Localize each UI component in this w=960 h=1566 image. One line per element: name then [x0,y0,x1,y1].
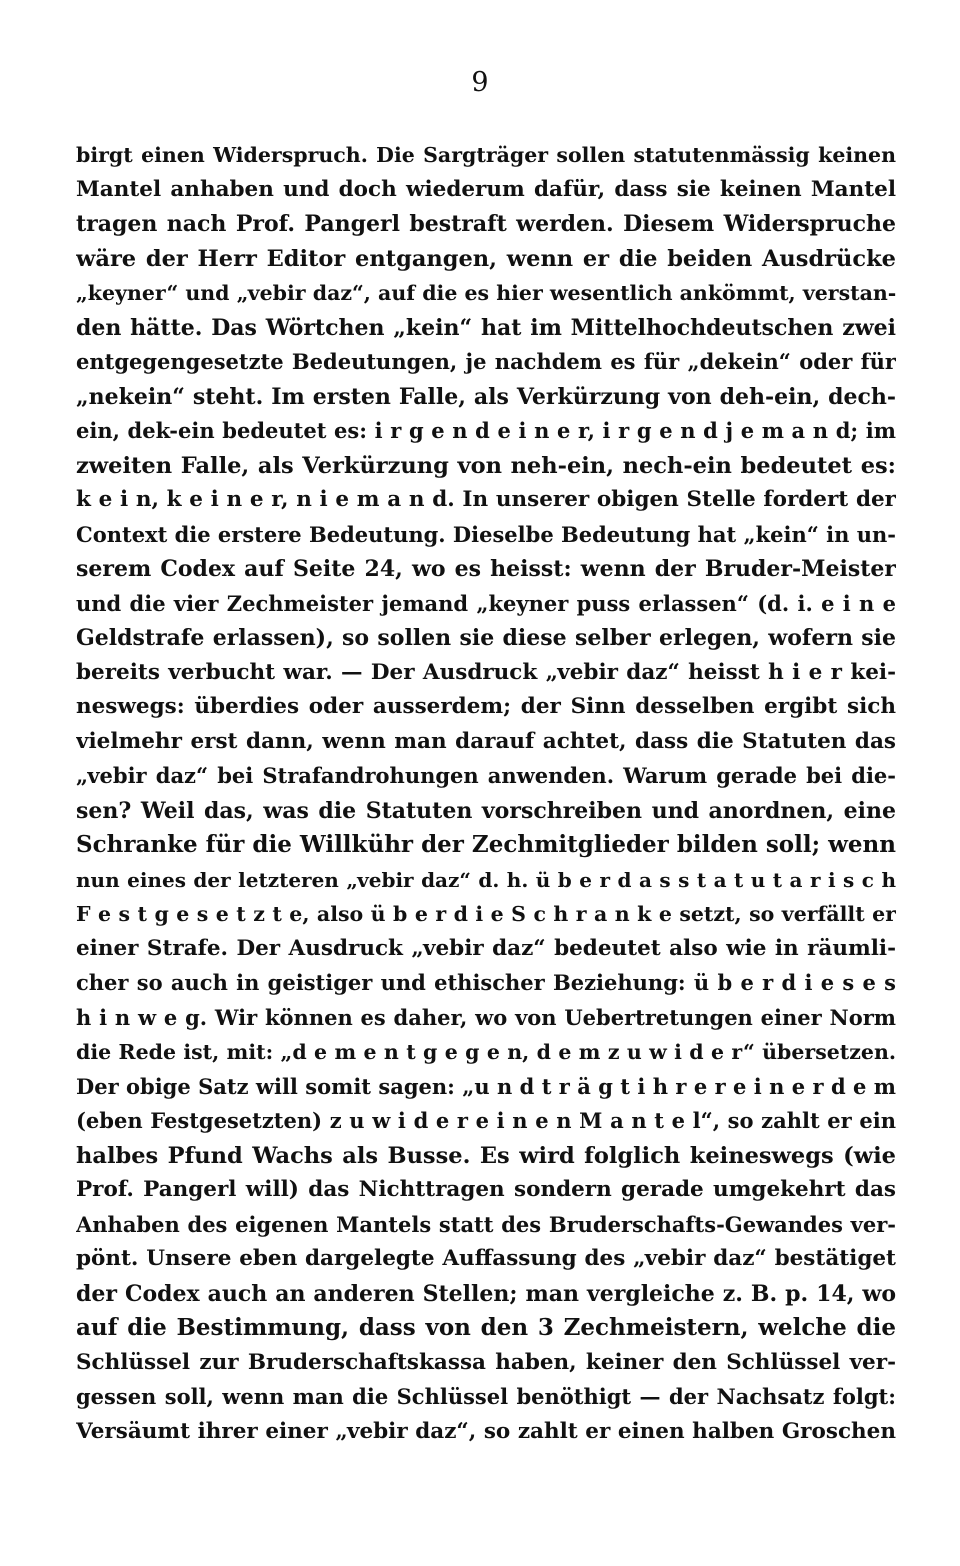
text-line: entgegengesetzte Bedeutungen, je nachdem es für „dekein“ oder für [76,349,896,374]
text-line: auf die Bestimmung, dass von den 3 Zechmeistern, welche die [76,1314,896,1341]
text-line: Context die erstere Bedeutung. Dieselbe Bedeutung hat „kein“ in un- [76,521,896,547]
text-line: einer Strafe. Der Ausdruck „vebir daz“ bedeutet also wie in räumli- [76,935,896,961]
text-line: Der obige Satz will somit sagen: „u n d t r ä g t i h r e r e i n e r d e m [76,1073,896,1099]
text-line: „vebir daz“ bei Strafandrohungen anwenden. Warum gerade bei die- [76,763,896,788]
text-line: serem Codex auf Seite 24, wo es heisst: wenn der Bruder-Meister [76,556,896,582]
page-number: 9 [471,67,489,98]
text-line: h i n w e g. Wir können es daher, wo von Uebertretungen einer Norm [76,1004,896,1030]
text-line: Schranke für die Willkühr der Zechmitglieder bilden soll; wenn [76,831,896,858]
text-line: vielmehr erst dann, wenn man darauf achtet, dass die Statuten das [76,728,896,754]
text-line: nun eines der letzteren „vebir daz“ d. h. ü b e r d a s s t a t u t a r i s c h [76,867,896,892]
text-line: Prof. Pangerl will) das Nichttragen sondern gerade umgekehrt das [76,1177,896,1202]
text-line: k e i n, k e i n e r, n i e m a n d. In unserer obigen Stelle fordert der [76,487,896,512]
text-line: neswegs: überdies oder ausserdem; der Sinn desselben ergibt sich [76,694,896,719]
text-line: halbes Pfund Wachs als Busse. Es wird folglich keineswegs (wie [76,1142,896,1169]
text-line: bereits verbucht war. — Der Ausdruck „vebir daz“ heisst h i e r kei- [76,659,896,685]
text-line: birgt einen Widerspruch. Die Sargträger sollen statutenmässig keinen [76,143,896,167]
text-line: „nekein“ steht. Im ersten Falle, als Verkürzung von deh-ein, dech- [76,383,896,410]
text-line: den hätte. Das Wörtchen „kein“ hat im Mittelhochdeutschen zwei [76,314,896,341]
text-line: tragen nach Prof. Pangerl bestraft werden. Diesem Widerspruche [76,211,896,237]
text-line: ein, dek-ein bedeutet es: i r g e n d e i n e r, i r g e n d j e m a n d; im [76,418,896,443]
text-line: sen? Weil das, was die Statuten vorschreiben und anordnen, eine [76,797,896,824]
text-line: Anhaben des eigenen Mantels statt des Bruderschafts-Gewandes ver- [76,1211,896,1237]
text-line: Geldstrafe erlassen), so sollen sie diese selber erlegen, wofern sie [76,625,896,651]
text-line: gessen soll, wenn man die Schlüssel benöthigt — der Nachsatz folgt: [76,1384,896,1409]
text-line: Versäumt ihrer einer „vebir daz“, so zahlt er einen halben Groschen [76,1418,896,1444]
body-text [76,138,896,1449]
text-line: cher so auch in geistiger und ethischer Beziehung: ü b e r d i e s e s [76,970,896,995]
text-line: „keyner“ und „vebir daz“, auf die es hier wesentlich ankömmt, verstan- [76,281,896,305]
text-line: (eben Festgesetzten) z u w i d e r e i n e n M a n t e l“, so zahlt er ein [76,1108,896,1133]
text-line: und die vier Zechmeister jemand „keyner puss erlassen“ (d. i. e i n e [76,590,896,616]
text-line: Schlüssel zur Bruderschaftskassa haben, keiner den Schlüssel ver- [76,1349,896,1375]
text-line: die Rede ist, mit: „d e m e n t g e g e n, d e m z u w i d e r“ übersetzen. [76,1040,896,1064]
text-line: wäre der Herr Editor entgangen, wenn er die beiden Ausdrücke [76,245,896,272]
text-line: der Codex auch an anderen Stellen; man vergleiche z. B. p. 14, wo [76,1280,896,1307]
text-line: zweiten Falle, als Verkürzung von neh-ein, nech-ein bedeutet es: [76,452,896,479]
text-line: Mantel anhaben und doch wiederum dafür, dass sie keinen Mantel [76,176,896,202]
text-line: pönt. Unsere eben dargelegte Auffassung des „vebir daz“ bestätiget [76,1246,896,1271]
text-line: F e s t g e s e t z t e, also ü b e r d i e S c h r a n k e setzt, so verfällt er [76,902,896,926]
